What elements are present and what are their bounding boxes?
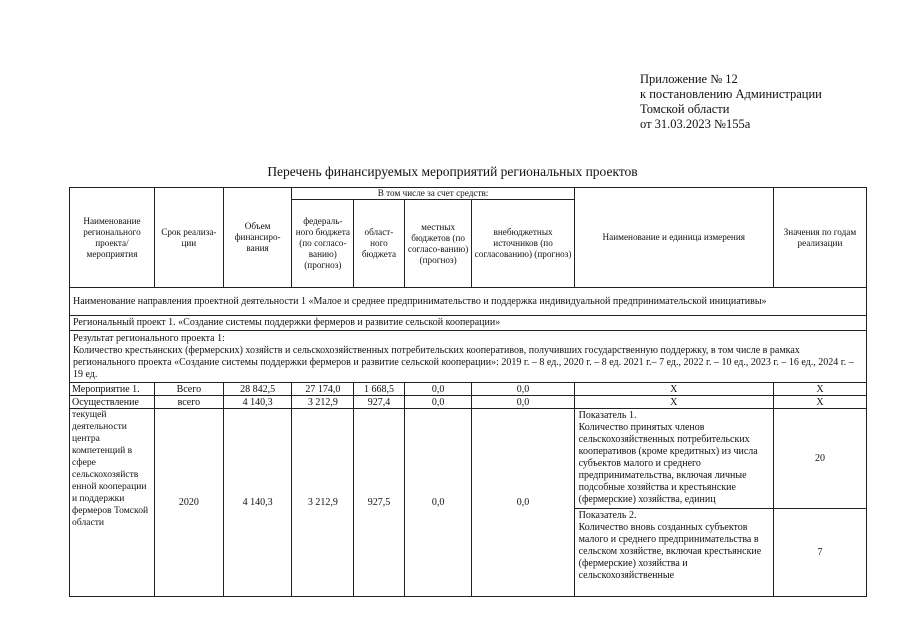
indicator-1-value: 20 (773, 409, 866, 509)
indicator-2-title: Показатель 2. (578, 510, 637, 521)
activity-name-continued: текущей деятельности центра компетенций в сфере сельскохозяйств енной кооперации и поддержки фермеров Томской области (70, 409, 155, 597)
result-text: Количество крестьянских (фермерских) хозяйств и сельскохозяйственных потребительских кооперативов, получивших государственную поддержку, в том числе в рамках регионального проекта «Создание системы поддержки фермеров и развитие сельской кооперации»: 2019 г. – 8 ед., 2020 г. – 8 ед. 2021 г.– 7 ед., 2022 г. – 10 ед., 2023 г. – 16 ед., 2024 г. – 19 ед. (73, 344, 854, 380)
measure-1-indicator: X (574, 383, 773, 396)
activity-term: всего (154, 396, 223, 409)
measure-1-volume: 28 842,5 (223, 383, 292, 396)
year-2020-regional: 927,5 (354, 409, 405, 597)
project-row: Региональный проект 1. «Создание системы поддержки фермеров и развитие сельской кооперации» (70, 316, 867, 331)
measure-1-regional: 1 668,5 (354, 383, 405, 396)
measure-1-name: Мероприятие 1. (70, 383, 155, 396)
header-values: Значения по годам реализации (773, 188, 866, 288)
measure-1-term: Всего (154, 383, 223, 396)
measure-1-federal: 27 174,0 (292, 383, 354, 396)
direction-row: Наименование направления проектной деятельности 1 «Малое и среднее предпринимательство и поддержка индивидуальной предпринимательской инициативы» (70, 288, 867, 316)
activity-indicator: X (574, 396, 773, 409)
projects-table (69, 187, 867, 597)
header-volume: Объем финансиро-вания (223, 188, 292, 288)
appendix-line-3: Томской области (640, 102, 730, 116)
appendix-line-4: от 31.03.2023 №155а (640, 117, 751, 131)
header-extra: внебюджетных источников (по согласованию) (прогноз) (472, 200, 574, 288)
header-indicator: Наименование и единица измерения (574, 188, 773, 288)
year-2020-volume: 4 140,3 (223, 409, 292, 597)
result-title: Результат регионального проекта 1: (73, 332, 225, 344)
measure-1-extra: 0,0 (472, 383, 574, 396)
document-title: Перечень финансируемых мероприятий региональных проектов (267, 164, 638, 179)
header-sources-group: В том числе за счет средств: (292, 188, 574, 200)
year-2020-federal: 3 212,9 (292, 409, 354, 597)
appendix-line-2: к постановлению Администрации (640, 87, 822, 101)
indicator-1-text: Количество принятых членов сельскохозяйственных потребительских кооперативов (кроме кредитных) из числа субъектов малого и среднего предпринимательства, включая личные подсобные хозяйства и крестьянские (фермерские) хозяйства, единиц (578, 422, 758, 505)
header-term: Срок реализа-ции (154, 188, 223, 288)
activity-extra: 0,0 (472, 396, 574, 409)
activity-value: X (773, 396, 866, 409)
header-federal: федераль-ного бюджета (по согласо-ванию) (прогноз) (292, 200, 354, 288)
year-2020-extra: 0,0 (472, 409, 574, 597)
header-regional: област-ного бюджета (354, 200, 405, 288)
measure-1-value: X (773, 383, 866, 396)
activity-federal: 3 212,9 (292, 396, 354, 409)
activity-volume: 4 140,3 (223, 396, 292, 409)
indicator-1-title: Показатель 1. (578, 410, 637, 421)
result-row (70, 331, 867, 383)
measure-1-local: 0,0 (404, 383, 472, 396)
appendix-line-1: Приложение № 12 (640, 72, 738, 86)
appendix-block (640, 72, 822, 132)
header-name: Наименование регионального проекта/ мероприятия (70, 188, 155, 288)
indicator-1 (574, 409, 773, 509)
indicator-2 (574, 509, 773, 597)
year-2020-local: 0,0 (404, 409, 472, 597)
activity-name: Осуществление (70, 396, 155, 409)
activity-local: 0,0 (404, 396, 472, 409)
indicator-2-value: 7 (773, 509, 866, 597)
indicator-2-text: Количество вновь созданных субъектов малого и среднего предпринимательства в сельском хозяйстве, включая крестьянские (фермерские) хозяйства и сельскохозяйственные (578, 522, 762, 581)
activity-regional: 927,4 (354, 396, 405, 409)
year-2020-term: 2020 (154, 409, 223, 597)
header-local: местных бюджетов (по согласо-ванию) (прогноз) (404, 200, 472, 288)
